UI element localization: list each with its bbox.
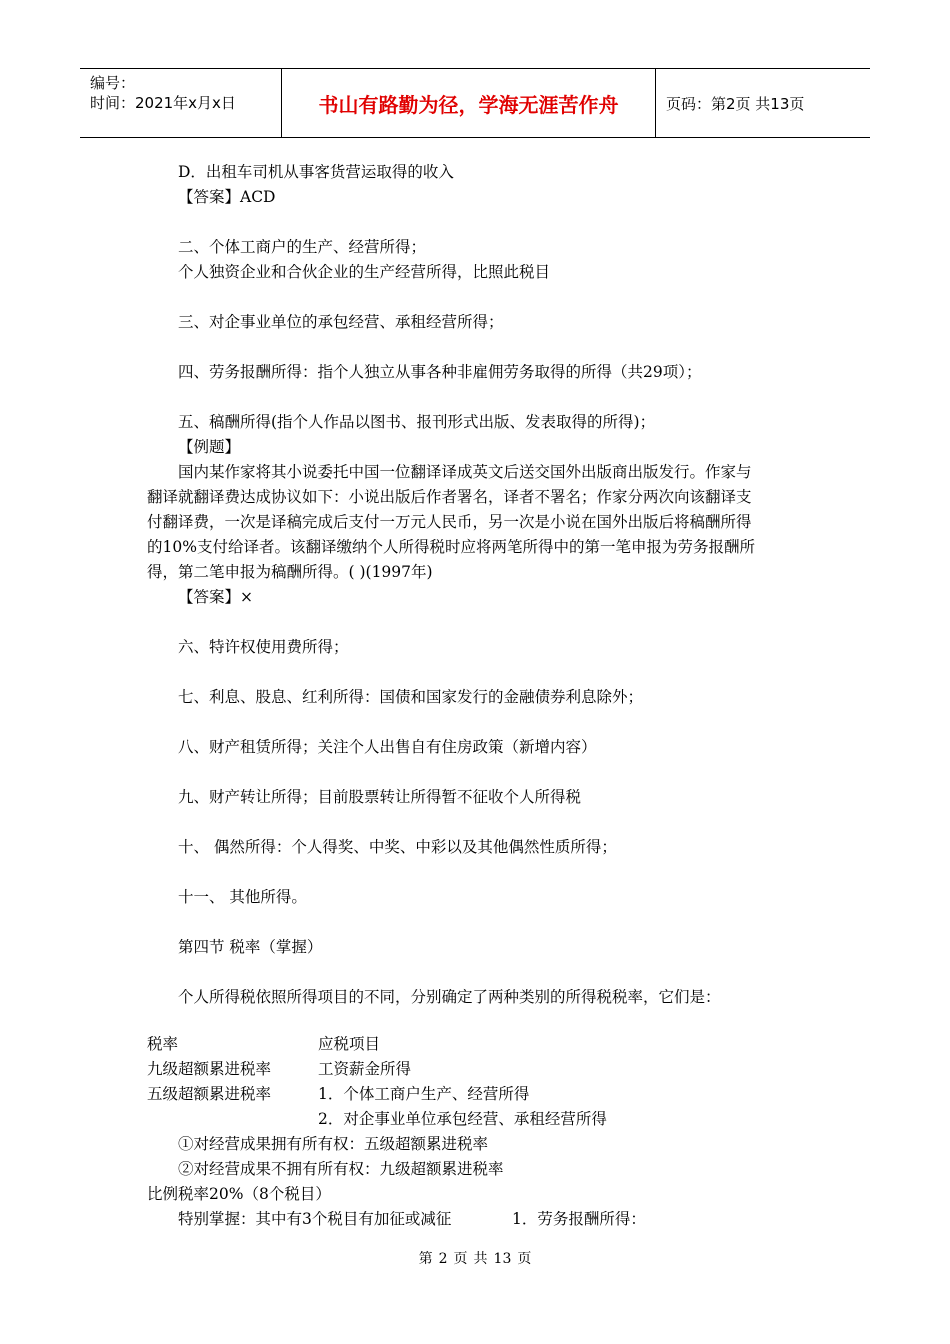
text-line: 个人所得税依照所得项目的不同，分别确定了两种类别的所得税税率，它们是： (178, 988, 721, 1006)
text-line: 应税项目 (318, 1035, 381, 1053)
text-line: 九级超额累进税率 (147, 1060, 272, 1078)
text-line: 得，第二笔申报为稿酬所得。( )(1997年) (147, 563, 433, 581)
text-line: 的10%支付给译者。该翻译缴纳个人所得税时应将两笔所得中的第一笔申报为劳务报酬所 (147, 538, 755, 556)
text-line: 个人独资企业和合伙企业的生产经营所得，比照此税目 (178, 263, 551, 281)
text-line: 二、个体工商户的生产、经营所得； (178, 238, 427, 256)
number-label: 编号： (90, 74, 136, 92)
text-line: ②对经营成果不拥有所有权：九级超额累进税率 (178, 1160, 504, 1178)
text-line: 特别掌握：其中有3个税目有加征或减征 (178, 1210, 452, 1228)
text-line: 四、劳务报酬所得：指个人独立从事各种非雇佣劳务取得的所得（共29项）； (178, 363, 702, 381)
text-line: 国内某作家将其小说委托中国一位翻译译成英文后送交国外出版商出版发行。作家与 (178, 463, 752, 481)
header-meta (80, 69, 282, 137)
footer-total-pages: 13 (493, 1251, 512, 1267)
text-line: 三、对企事业单位的承包经营、承租经营所得； (178, 313, 504, 331)
text-line: 五级超额累进税率 (147, 1085, 272, 1103)
text-line: 五、稿酬所得(指个人作品以图书、报刊形式出版、发表取得的所得)； (178, 413, 656, 431)
text-line: 比例税率20%（8个税目） (147, 1185, 331, 1203)
text-line: 十一、 其他所得。 (178, 888, 307, 906)
text-line: 2．对企事业单位承包经营、承租经营所得 (318, 1110, 607, 1128)
text-line: 工资薪金所得 (318, 1060, 412, 1078)
text-line: 第四节 税率（掌握） (178, 938, 323, 956)
text-line: D．出租车司机从事客货营运取得的收入 (178, 163, 454, 181)
text-line: ①对经营成果拥有所有权：五级超额累进税率 (178, 1135, 489, 1153)
text-line: 【答案】ACD (178, 188, 276, 206)
footer-text: 共 (473, 1251, 488, 1267)
page-footer (0, 1248, 950, 1268)
page-header (80, 68, 870, 138)
text-line: 七、利息、股息、红利所得：国债和国家发行的金融债券利息除外； (178, 688, 644, 706)
text-line: 税率 (147, 1035, 179, 1053)
text-line: 1．劳务报酬所得： (512, 1210, 646, 1228)
footer-text: 页 (453, 1251, 468, 1267)
footer-text: 第 (418, 1251, 433, 1267)
time-label: 时间：2021年x月x日 (90, 94, 236, 112)
text-line: 八、财产租赁所得；关注个人出售自有住房政策（新增内容） (178, 738, 597, 756)
footer-text: 页 (517, 1251, 532, 1267)
footer-page-number: 2 (438, 1251, 448, 1267)
text-line: 九、财产转让所得；目前股票转让所得暂不征收个人所得税 (178, 788, 582, 806)
header-page-info: 页码：第2页 共13页 (666, 94, 805, 113)
text-line: 【答案】× (178, 588, 253, 606)
text-line: 付翻译费，一次是译稿完成后支付一万元人民币，另一次是小说在国外出版后将稿酬所得 (147, 513, 752, 531)
text-line: 六、特许权使用费所得； (178, 638, 349, 656)
header-motto: 书山有路勤为径，学海无涯苦作舟 (282, 69, 656, 137)
text-line: 1．个体工商户生产、经营所得 (318, 1085, 530, 1103)
text-line: 【例题】 (178, 438, 241, 456)
text-line: 翻译就翻译费达成协议如下：小说出版后作者署名，译者不署名；作家分两次向该翻译支 (147, 488, 752, 506)
text-line: 十、 偶然所得：个人得奖、中奖、中彩以及其他偶然性质所得； (178, 838, 617, 856)
